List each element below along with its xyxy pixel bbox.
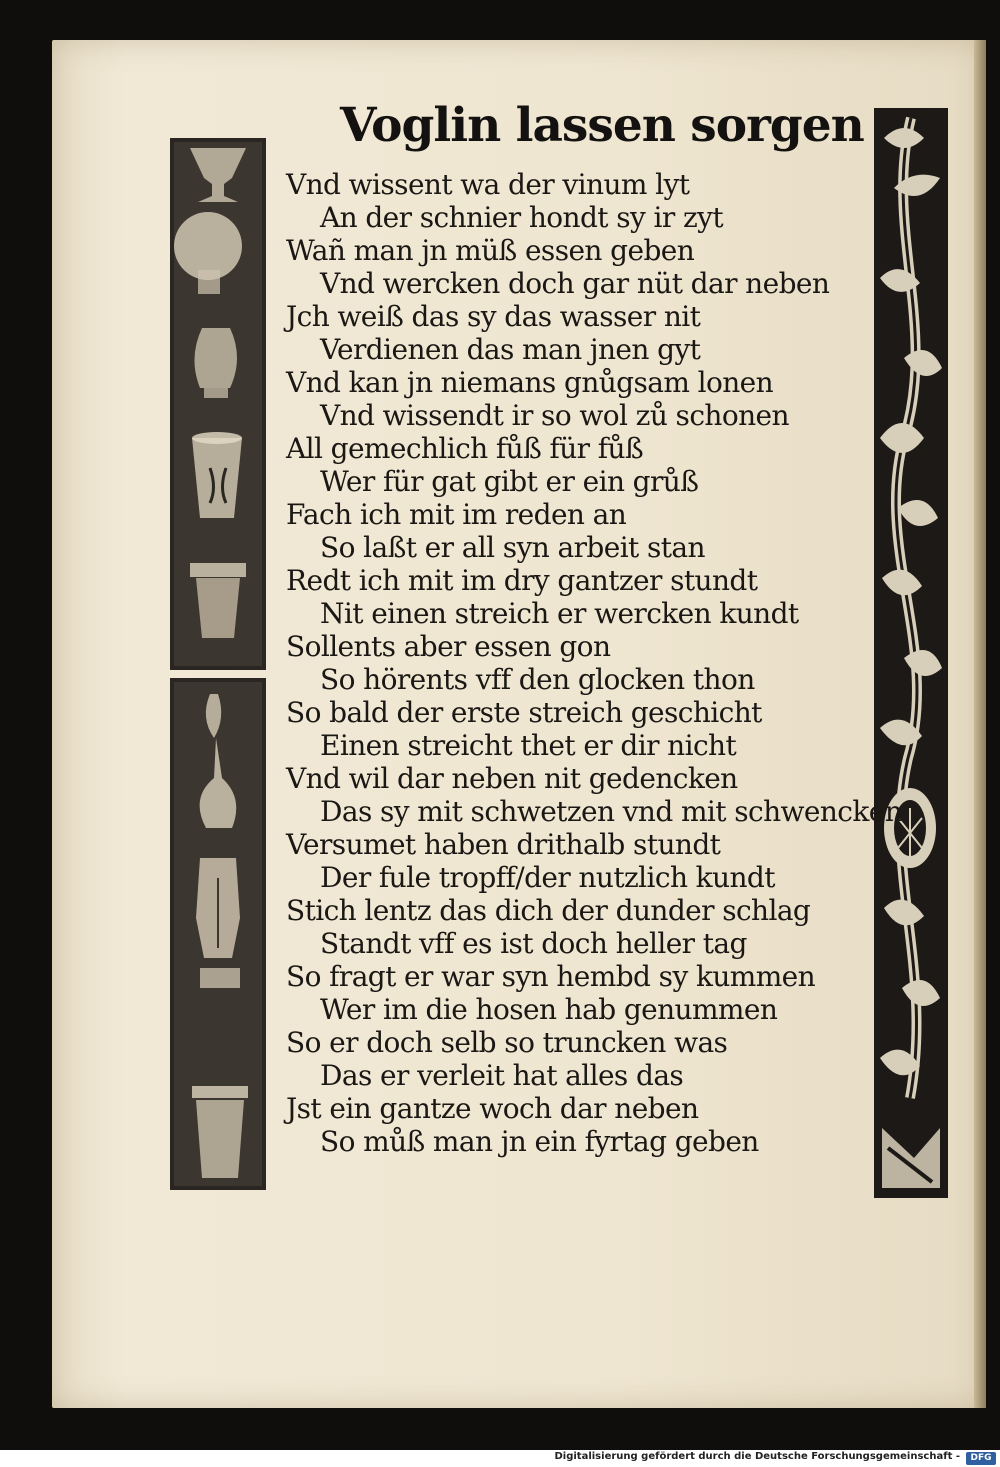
footer-bar (0, 1450, 1000, 1467)
verse-line: Nit einen streich er wercken kundt (320, 597, 799, 630)
verse-line: Vnd wil dar neben nit gedencken (286, 762, 738, 795)
verse-line: So můß man jn ein fyrtag geben (320, 1125, 759, 1158)
verse-line: So laßt er all syn arbeit stan (320, 531, 705, 564)
verse-line: Vnd wissent wa der vinum lyt (286, 168, 690, 201)
verse-line: Jch weiß das sy das wasser nit (286, 300, 701, 333)
verse-line: Wer für gat gibt er ein grůß (320, 465, 699, 498)
verse-line: Das er verleit hat alles das (320, 1059, 684, 1092)
verse-line: Das sy mit schwetzen vnd mit schwencken (320, 795, 903, 828)
verse-line: Einen streicht thet er dir nicht (320, 729, 737, 762)
verse-line: All gemechlich fůß für fůß (286, 432, 644, 465)
verse-line: Wer im die hosen hab genummen (320, 993, 778, 1026)
dfg-logo-icon: DFG (966, 1452, 996, 1465)
verse-line: Versumet haben drithalb stundt (286, 828, 721, 861)
verse-line: Fach ich mit im reden an (286, 498, 627, 531)
funding-credit: Digitalisierung gefördert durch die Deutsche Forschungsgemeinschaft - (554, 1451, 960, 1462)
verse-line: So er doch selb so truncken was (286, 1026, 728, 1059)
verse-line: Jst ein gantze woch dar neben (286, 1092, 699, 1125)
verse-line: An der schnier hondt sy ir zyt (320, 201, 724, 234)
woodcut-vessels-icon (170, 138, 266, 1194)
verse-line: So hörents vff den glocken thon (320, 663, 755, 696)
woodcut-vine-icon (874, 108, 948, 1202)
verse-line: Vnd wissendt ir so wol zů schonen (320, 399, 789, 432)
verse-line: Stich lentz das dich der dunder schlag (286, 894, 811, 927)
verse-line: Verdienen das man jnen gyt (320, 333, 701, 366)
verse-line: Vnd wercken doch gar nüt dar neben (320, 267, 830, 300)
verse-line: So fragt er war syn hembd sy kummen (286, 960, 816, 993)
verse-line: Sollents aber essen gon (286, 630, 611, 663)
verse-line: Vnd kan jn niemans gnůgsam lonen (286, 366, 774, 399)
verse-line: Wañ man jn müß essen geben (286, 234, 695, 267)
page-edge (974, 40, 986, 1408)
verse-line: Der fule tropff/der nutzlich kundt (320, 861, 775, 894)
page-heading: Voglin lassen sorgen (340, 98, 864, 153)
verse-line: Redt ich mit im dry gantzer stundt (286, 564, 758, 597)
verse-line: So bald der erste streich geschicht (286, 696, 762, 729)
verse-line: Standt vff es ist doch heller tag (320, 927, 747, 960)
